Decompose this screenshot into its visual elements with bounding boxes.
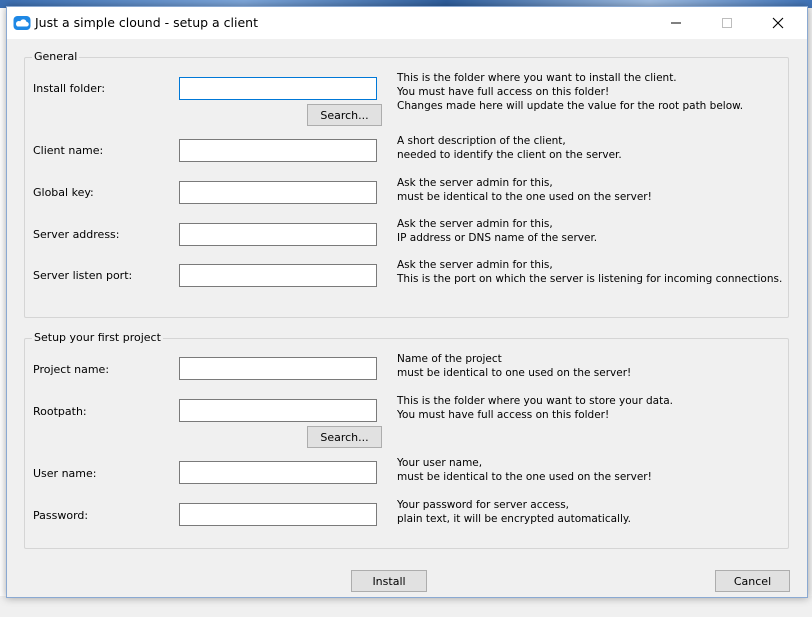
general-legend: General: [34, 50, 78, 63]
password-help: Your password for server access, plain text, it will be encrypted automatically.: [397, 499, 631, 525]
global-key-input[interactable]: [179, 181, 377, 204]
server-address-input[interactable]: [179, 223, 377, 246]
background-window-bottom: [0, 596, 812, 617]
cloud-icon: [13, 15, 31, 31]
password-label: Password:: [33, 509, 89, 522]
client-name-input[interactable]: [179, 139, 377, 162]
global-key-label: Global key:: [33, 186, 94, 199]
server-address-label: Server address:: [33, 228, 120, 241]
server-port-label: Server listen port:: [33, 269, 133, 282]
maximize-icon: [721, 17, 733, 29]
minimize-icon: [670, 17, 682, 29]
install-folder-input[interactable]: [179, 77, 377, 100]
project-legend: Setup your first project: [34, 331, 161, 344]
maximize-button[interactable]: [704, 7, 750, 39]
install-button[interactable]: Install: [351, 570, 427, 592]
rootpath-input[interactable]: [179, 399, 377, 422]
client-name-label: Client name:: [33, 144, 104, 157]
user-name-input[interactable]: [179, 461, 377, 484]
close-button[interactable]: [755, 7, 801, 39]
server-address-help: Ask the server admin for this, IP address or DNS name of the server.: [397, 218, 598, 244]
global-key-help: Ask the server admin for this, must be identical to the one used on the server!: [397, 177, 652, 203]
install-folder-label: Install folder:: [33, 82, 106, 95]
project-name-help: Name of the project must be identical to one used on the server!: [397, 353, 632, 379]
install-folder-help: This is the folder where you want to install the client. You must have full access on this folder! Changes made here will update the value for the root path below.: [397, 72, 744, 112]
title-bar: [7, 7, 807, 39]
window-title: Just a simple clound - setup a client: [35, 15, 258, 30]
user-name-help: Your user name, must be identical to the one used on the server!: [397, 457, 652, 483]
rootpath-help: This is the folder where you want to store your data. You must have full access on this folder!: [397, 395, 673, 421]
setup-client-dialog: [6, 6, 808, 598]
server-port-help: Ask the server admin for this, This is the port on which the server is listening for incoming connections.: [397, 259, 783, 285]
close-icon: [772, 17, 784, 29]
user-name-label: User name:: [33, 467, 97, 480]
cancel-button[interactable]: Cancel: [715, 570, 790, 592]
password-input[interactable]: [179, 503, 377, 526]
server-port-input[interactable]: [179, 264, 377, 287]
project-name-input[interactable]: [179, 357, 377, 380]
install-folder-search-button[interactable]: Search...: [307, 104, 382, 126]
client-name-help: A short description of the client, needed to identify the client on the server.: [397, 135, 622, 161]
project-name-label: Project name:: [33, 363, 110, 376]
minimize-button[interactable]: [653, 7, 699, 39]
rootpath-label: Rootpath:: [33, 405, 87, 418]
rootpath-search-button[interactable]: Search...: [307, 426, 382, 448]
